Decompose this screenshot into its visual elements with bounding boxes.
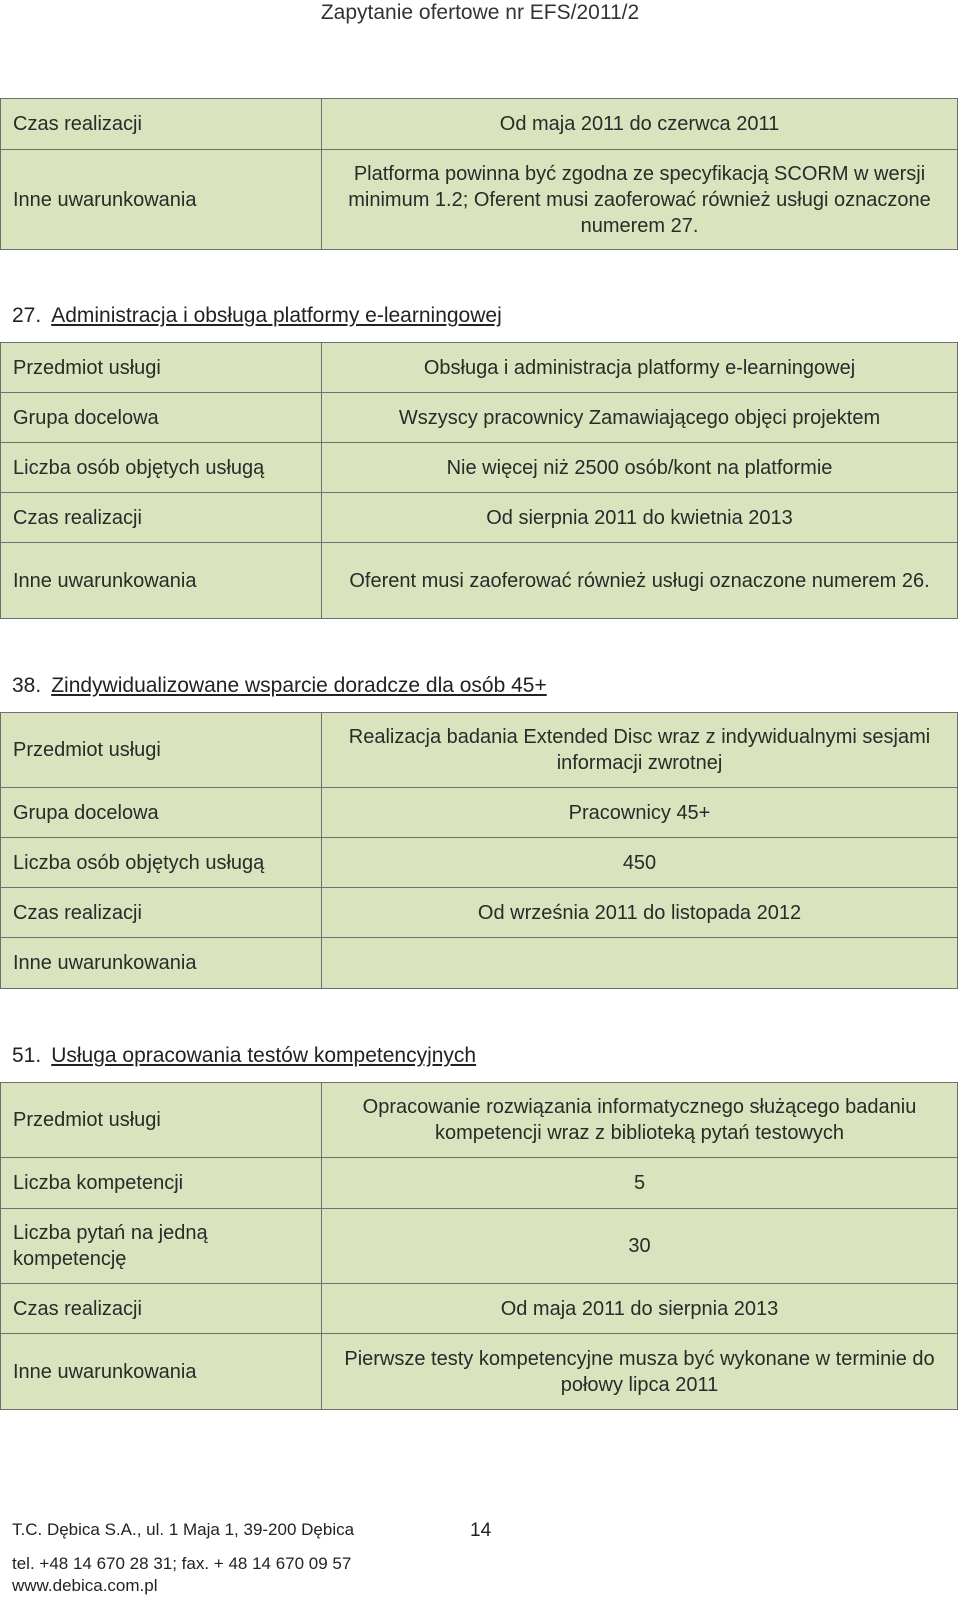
section-number: 27. bbox=[12, 304, 42, 327]
row-value: Od września 2011 do listopada 2012 bbox=[322, 888, 958, 938]
table-row bbox=[1, 1284, 958, 1334]
section-51-title bbox=[12, 1042, 476, 1070]
row-label: Liczba osób objętych usługą bbox=[1, 838, 322, 888]
section-heading: Zindywidualizowane wsparcie doradcze dla osób 45+ bbox=[51, 674, 547, 697]
table-row bbox=[1, 99, 958, 150]
row-value: Pierwsze testy kompetencyjne musza być wykonane w terminie do połowy lipca 2011 bbox=[322, 1334, 958, 1410]
row-value: 450 bbox=[322, 838, 958, 888]
section-number: 51. bbox=[12, 1044, 42, 1067]
row-value: Obsługa i administracja platformy e-learningowej bbox=[322, 343, 958, 393]
row-label: Liczba osób objętych usługą bbox=[1, 443, 322, 493]
table-row bbox=[1, 393, 958, 443]
table-row bbox=[1, 150, 958, 250]
row-label: Czas realizacji bbox=[1, 1284, 322, 1334]
table-row bbox=[1, 713, 958, 788]
row-label: Czas realizacji bbox=[1, 888, 322, 938]
table-row bbox=[1, 838, 958, 888]
table-section-27 bbox=[0, 342, 958, 619]
row-value: Od sierpnia 2011 do kwietnia 2013 bbox=[322, 493, 958, 543]
section-heading: Administracja i obsługa platformy e-learningowej bbox=[51, 304, 502, 327]
table-section-38 bbox=[0, 712, 958, 989]
row-value: Pracownicy 45+ bbox=[322, 788, 958, 838]
row-label: Inne uwarunkowania bbox=[1, 150, 322, 250]
footer-contact: tel. +48 14 670 28 31; fax. + 48 14 670 09 57 bbox=[12, 1554, 352, 1573]
row-value: Od maja 2011 do sierpnia 2013 bbox=[322, 1284, 958, 1334]
section-38-title bbox=[12, 672, 547, 700]
row-label: Czas realizacji bbox=[1, 99, 322, 150]
row-label: Inne uwarunkowania bbox=[1, 1334, 322, 1410]
page-number: 14 bbox=[470, 1520, 492, 1541]
table-row bbox=[1, 543, 958, 619]
row-value: Opracowanie rozwiązania informatycznego służącego badaniu kompetencji wraz z biblioteką pytań testowych bbox=[322, 1083, 958, 1158]
row-label: Przedmiot usługi bbox=[1, 1083, 322, 1158]
table-row bbox=[1, 1209, 958, 1284]
footer-website: www.debica.com.pl bbox=[12, 1576, 158, 1595]
footer-company: T.C. Dębica S.A., ul. 1 Maja 1, 39-200 Dębica bbox=[12, 1520, 355, 1539]
row-value: Od maja 2011 do czerwca 2011 bbox=[322, 99, 958, 150]
row-label: Liczba pytań na jedną kompetencję bbox=[1, 1209, 322, 1284]
row-value: Nie więcej niż 2500 osób/kont na platformie bbox=[322, 443, 958, 493]
table-row bbox=[1, 1158, 958, 1209]
row-value: Platforma powinna być zgodna ze specyfikacją SCORM w wersji minimum 1.2; Oferent musi zaoferować również usługi oznaczone numerem 27. bbox=[322, 150, 958, 250]
section-number: 38. bbox=[12, 674, 42, 697]
row-value: Realizacja badania Extended Disc wraz z indywidualnymi sesjami informacji zwrotnej bbox=[322, 713, 958, 788]
row-label: Liczba kompetencji bbox=[1, 1158, 322, 1209]
table-row bbox=[1, 788, 958, 838]
row-value: Oferent musi zaoferować również usługi oznaczone numerem 26. bbox=[322, 543, 958, 619]
table-row bbox=[1, 343, 958, 393]
row-label: Inne uwarunkowania bbox=[1, 543, 322, 619]
table-row bbox=[1, 1334, 958, 1410]
row-label: Grupa docelowa bbox=[1, 393, 322, 443]
table-row bbox=[1, 938, 958, 989]
row-label: Przedmiot usługi bbox=[1, 343, 322, 393]
row-label: Grupa docelowa bbox=[1, 788, 322, 838]
table-row bbox=[1, 888, 958, 938]
row-label: Przedmiot usługi bbox=[1, 713, 322, 788]
table-top bbox=[0, 98, 958, 250]
section-heading: Usługa opracowania testów kompetencyjnych bbox=[51, 1044, 477, 1067]
table-row bbox=[1, 443, 958, 493]
row-value bbox=[322, 938, 958, 989]
row-value: 30 bbox=[322, 1209, 958, 1284]
document-header: Zapytanie ofertowe nr EFS/2011/2 bbox=[320, 1, 640, 24]
row-label: Inne uwarunkowania bbox=[1, 938, 322, 989]
table-section-51 bbox=[0, 1082, 958, 1410]
row-label: Czas realizacji bbox=[1, 493, 322, 543]
table-row bbox=[1, 493, 958, 543]
section-27-title bbox=[12, 302, 502, 330]
table-row bbox=[1, 1083, 958, 1158]
row-value: Wszyscy pracownicy Zamawiającego objęci projektem bbox=[322, 393, 958, 443]
row-value: 5 bbox=[322, 1158, 958, 1209]
